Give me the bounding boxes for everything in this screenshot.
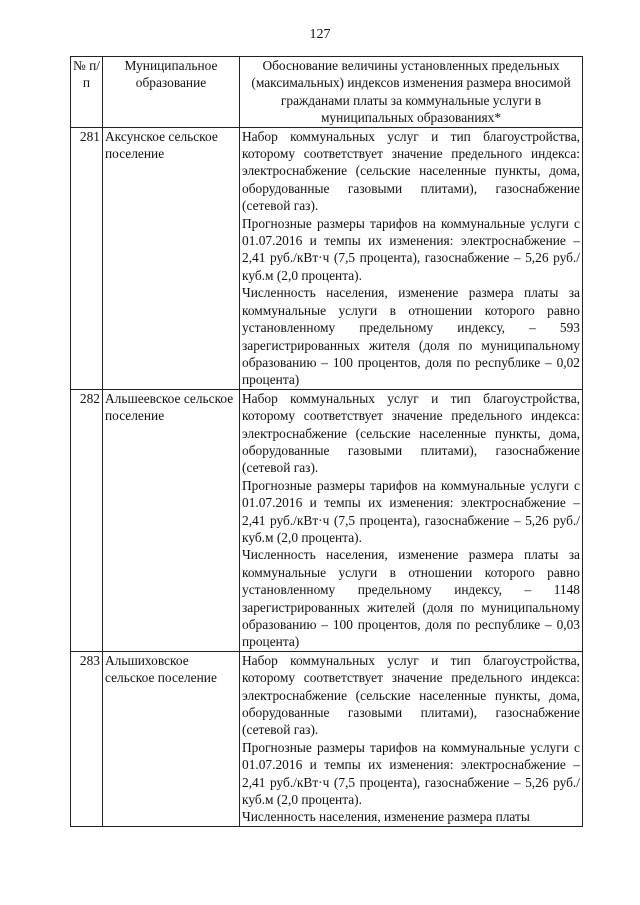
row-number: 282 xyxy=(71,389,103,651)
header-municipality: Муниципальное образование xyxy=(103,57,240,128)
service-set-paragraph: Набор коммунальных услуг и тип благоустройства, которому соответствует значение предельного индекса: электроснабжение (сельские населенные пункты, дома, оборудованные газовыми плитами), газоснабжение (сетевой газ). xyxy=(242,128,580,214)
population-paragraph: Численность населения, изменение размера платы xyxy=(242,809,530,825)
service-set-paragraph: Набор коммунальных услуг и тип благоустройства, которому соответствует значение предельного индекса: электроснабжение (сельские населенные пункты, дома, оборудованные газовыми плитами), газоснабжение (сетевой газ). xyxy=(242,390,580,476)
municipality-name: Альшеевское сельское поселение xyxy=(103,389,240,651)
municipality-name: Альшиховское сельское поселение xyxy=(103,651,240,826)
row-number: 283 xyxy=(71,651,103,826)
table-header-row xyxy=(71,57,583,128)
row-number: 281 xyxy=(71,127,103,389)
index-justification-table xyxy=(70,56,583,827)
header-num: № п/п xyxy=(71,57,103,128)
table-row xyxy=(71,651,583,826)
justification-cell xyxy=(240,651,583,826)
justification-cell xyxy=(240,127,583,389)
municipality-name: Аксунское сельское поселение xyxy=(103,127,240,389)
justification-cell xyxy=(240,389,583,651)
page-number: 127 xyxy=(309,27,331,42)
header-justification: Обоснование величины установленных предельных (максимальных) индексов изменения размера вносимой гражданами платы за коммунальные услуги в муниципальных образованиях* xyxy=(240,57,583,128)
tariff-paragraph: Прогнозные размеры тарифов на коммунальные услуги с 01.07.2016 и темпы их изменения: электроснабжение – 2,41 руб./кВт·ч (7,5 процента), газоснабжение – 5,26 руб./куб.м (2,0 процента). xyxy=(242,215,580,283)
tariff-paragraph: Прогнозные размеры тарифов на коммунальные услуги с 01.07.2016 и темпы их изменения: электроснабжение – 2,41 руб./кВт·ч (7,5 процента), газоснабжение – 5,26 руб./куб.м (2,0 процента). xyxy=(242,739,580,808)
population-paragraph: Численность населения, изменение размера платы за коммунальные услуги в отношении которого равно установленному предельному индексу, – 593 зарегистрированных жителя (доля по муниципальному образованию – 100 процентов, доля по республике – 0,02 процента) xyxy=(242,285,580,388)
table-row xyxy=(71,127,583,389)
table-row xyxy=(71,389,583,651)
service-set-paragraph: Набор коммунальных услуг и тип благоустройства, которому соответствует значение предельного индекса: электроснабжение (сельские населенные пункты, дома, оборудованные газовыми плитами), газоснабжение (сетевой газ). xyxy=(242,652,580,738)
population-paragraph: Численность населения, изменение размера платы за коммунальные услуги в отношении которого равно установленному предельному индексу, – 1148 зарегистрированных жителей (доля по муниципальному образованию – 100 процентов, доля по республике – 0,03 процента) xyxy=(242,547,580,650)
tariff-paragraph: Прогнозные размеры тарифов на коммунальные услуги с 01.07.2016 и темпы их изменения: электроснабжение – 2,41 руб./кВт·ч (7,5 процента), газоснабжение – 5,26 руб./куб.м (2,0 процента). xyxy=(242,477,580,545)
